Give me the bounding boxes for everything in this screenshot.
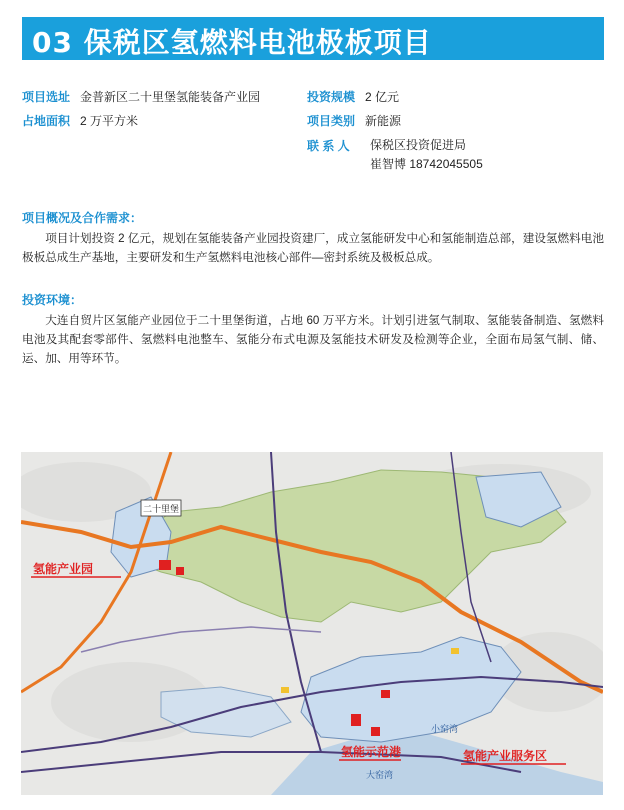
contact-label: 联 系 人 (307, 139, 350, 153)
area-value: 2 万平方米 (80, 114, 139, 128)
label-industrial-park: 氢能产业园 (33, 562, 94, 576)
red-plot (159, 560, 171, 570)
category-row (307, 113, 401, 129)
location-row (22, 89, 260, 105)
area-row (22, 113, 138, 129)
red-plot (351, 714, 361, 726)
contact-person: 崔智博 18742045505 (370, 157, 483, 171)
red-plot (381, 690, 390, 698)
label-bay: 小窑湾 (431, 725, 459, 735)
station-marker (281, 687, 289, 693)
environment-title: 投资环境： (22, 293, 83, 307)
label-service-zone: 氢能产业服务区 (463, 749, 548, 763)
contact-row (307, 138, 350, 154)
contact-block (370, 136, 483, 174)
location-map (21, 452, 603, 795)
contact-org: 保税区投资促进局 (370, 138, 467, 152)
page-title: 03 保税区氢燃料电池极板项目 (32, 26, 432, 59)
scale-row (307, 89, 399, 105)
red-plot (176, 567, 184, 575)
label-twenty-li: 二十里堡 (142, 505, 180, 515)
area-label: 占地面积 (22, 114, 71, 128)
red-plot (371, 727, 380, 736)
scale-value: 2 亿元 (365, 90, 400, 104)
label-demo-port: 氢能示范港 (341, 745, 402, 759)
environment-text: 大连自贸片区氢能产业园位于二十里堡街道，占地 60 万平方米。计划引进氢气制取、氢能装备制造、氢燃料电池及其配套零部件、氢燃料电池整车、氢能分布式电源及氢能技术研发及检测等企业，全面布局氢气制、储、运、加、用等环节。 (22, 314, 604, 365)
label-dayao: 大窑湾 (366, 771, 394, 781)
category-label: 项目类别 (307, 114, 356, 128)
location-value: 金普新区二十里堡氢能装备产业园 (80, 90, 261, 104)
location-label: 项目选址 (22, 90, 71, 104)
station-marker (451, 648, 459, 654)
title-bar (22, 17, 604, 60)
overview-text: 项目计划投资 2 亿元，规划在氢能装备产业园投资建厂，成立氢能研发中心和氢能制造总部，建设氢燃料电池极板总成生产基地，主要研发和生产氢燃料电池核心部件—密封系统及极板总成。 (22, 232, 604, 264)
category-value: 新能源 (365, 114, 402, 128)
scale-label: 投资规模 (307, 90, 356, 104)
overview-title: 项目概况及合作需求： (22, 211, 143, 225)
